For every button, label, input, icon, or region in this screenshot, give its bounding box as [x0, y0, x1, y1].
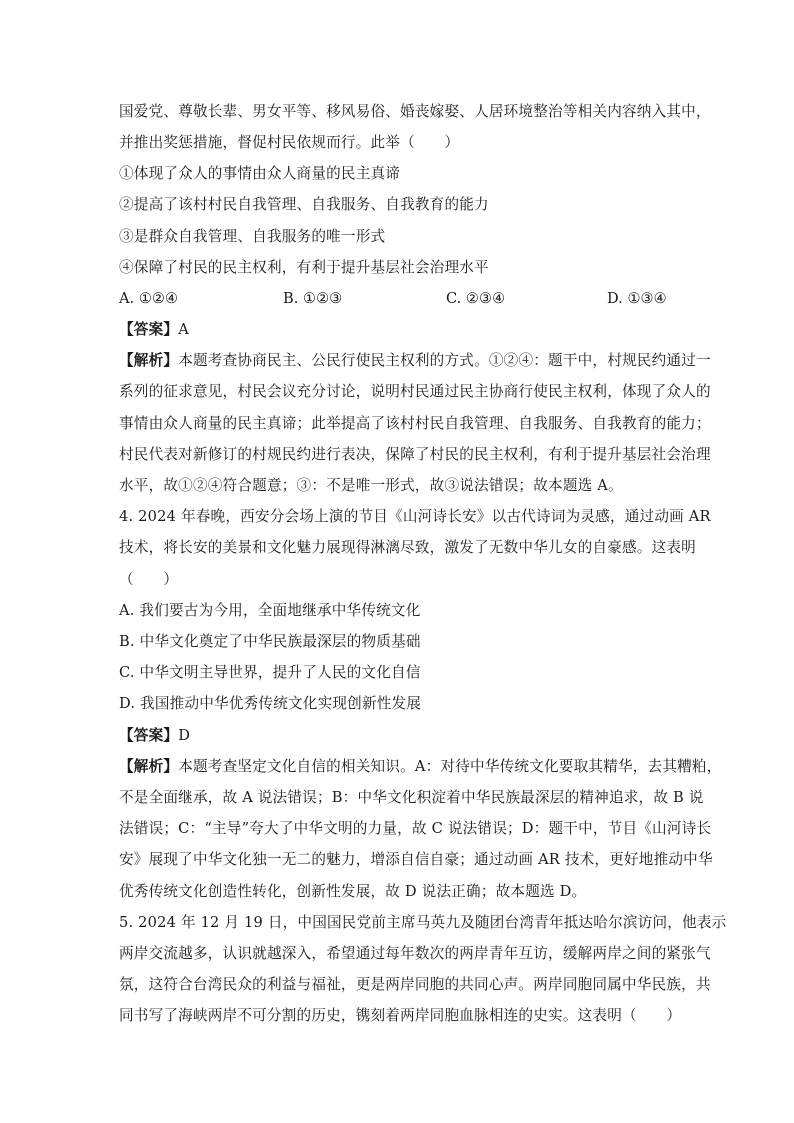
- q3-item-3: ③是群众自我管理、自我服务的唯一形式: [119, 228, 386, 245]
- q4-analysis-label: 【解析】: [119, 758, 179, 775]
- q3-answer-value: A: [178, 321, 189, 338]
- q4-analysis-text-1: 本题考查坚定文化自信的相关知识。A：对待中华传统文化要取其精华，去其糟粕，: [178, 758, 722, 775]
- q3-analysis-text-1: 本题考查协商民主、公民行使民主权利的方式。①②④：题干中，村规民约通过一: [178, 352, 711, 369]
- q4-option-a: A. 我们要古为今用，全面地继承中华传统文化: [119, 602, 421, 619]
- q3-analysis-line-4: 村民代表对新修订的村规民约进行表决，保障了村民的民主权利，有利于提升基层社会治理: [119, 446, 711, 463]
- q5-stem-line-1: 5. 2024 年 12 月 19 日，中国国民党前主席马英九及随团台湾青年抵达哈尔滨访问，他表示: [119, 914, 727, 931]
- q3-option-a: A. ①②④: [119, 290, 179, 307]
- q3-option-c: C. ②③④: [446, 290, 506, 307]
- q3-analysis-label: 【解析】: [119, 352, 179, 369]
- q5-stem-line-4: 同书写了海峡两岸不可分割的历史，镌刻着两岸同胞血脉相连的史实。这表明（ ）: [119, 1007, 682, 1024]
- q4-answer-value: D: [178, 727, 191, 744]
- q4-option-d: D. 我国推动中华优秀传统文化实现创新性发展: [119, 695, 422, 712]
- q4-stem-line-1: 4. 2024 年春晚，西安分会场上演的节目《山河诗长安》以古代诗词为灵感，通过动画 AR: [119, 508, 711, 525]
- q5-stem-line-3: 氛，这符合台湾民众的利益与福祉，更是两岸同胞的共同心声。两岸同胞同属中华民族，共: [119, 976, 711, 993]
- q3-analysis-line-2: 系列的征求意见，村民会议充分讨论，说明村民通过民主协商行使民主权利，体现了众人的: [119, 383, 711, 400]
- q3-option-b: B. ①②③: [283, 290, 343, 307]
- q3-item-2: ②提高了该村村民自我管理、自我服务、自我教育的能力: [119, 196, 489, 213]
- q3-option-d: D. ①③④: [607, 290, 667, 307]
- q4-option-b: B. 中华文化奠定了中华民族最深层的物质基础: [119, 633, 421, 650]
- q3-analysis-line-1: [119, 351, 711, 371]
- q4-stem-line-3: （ ）: [119, 571, 179, 588]
- q4-answer: [119, 726, 679, 746]
- q4-analysis-line-1: [119, 757, 722, 777]
- q3-stem-line-2: 并推出奖惩措施，督促村民依规而行。此举（ ）: [119, 134, 460, 151]
- q3-answer-label: 【答案】: [119, 321, 179, 338]
- q4-answer-label: 【答案】: [119, 727, 179, 744]
- q3-answer: [119, 320, 679, 340]
- q4-analysis-line-2: 不是全面继承，故 A 说法错误；B：中华文化积淀着中华民族最深层的精神追求，故 B 说: [119, 789, 704, 806]
- q3-item-4: ④保障了村民的民主权利，有利于提升基层社会治理水平: [119, 259, 489, 276]
- q5-stem-line-2: 两岸交流越多，认识就越深入，希望通过每年数次的两岸青年互访，缓解两岸之间的紧张气: [119, 945, 711, 962]
- q4-option-c: C. 中华文明主导世界，提升了人民的文化自信: [119, 664, 421, 681]
- q4-analysis-line-3: 法错误；C：“主导”夸大了中华文明的力量，故 C 说法错误；D：题干中，节目《山河诗长: [119, 820, 712, 837]
- q3-analysis-line-5: 水平，故①②④符合题意；③：不是唯一形式，故③说法错误；故本题选 A。: [119, 477, 623, 494]
- q3-item-1: ①体现了众人的事情由众人商量的民主真谛: [119, 165, 401, 182]
- q3-analysis-line-3: 事情由众人商量的民主真谛；此举提高了该村村民自我管理、自我服务、自我教育的能力；: [119, 415, 711, 432]
- q3-stem-line-1: 国爱党、尊敬长辈、男女平等、移风易俗、婚丧嫁娶、人居环境整治等相关内容纳入其中，: [119, 103, 711, 120]
- q4-analysis-line-4: 安》展现了中华文化独一无二的魅力，增添自信自豪；通过动画 AR 技术，更好地推动中华: [119, 851, 713, 868]
- q4-stem-line-2: 技术，将长安的美景和文化魅力展现得淋漓尽致，激发了无数中华儿女的自豪感。这表明: [119, 539, 696, 556]
- q4-analysis-line-5: 优秀传统文化创造性转化，创新性发展，故 D 说法正确；故本题选 D。: [119, 883, 587, 900]
